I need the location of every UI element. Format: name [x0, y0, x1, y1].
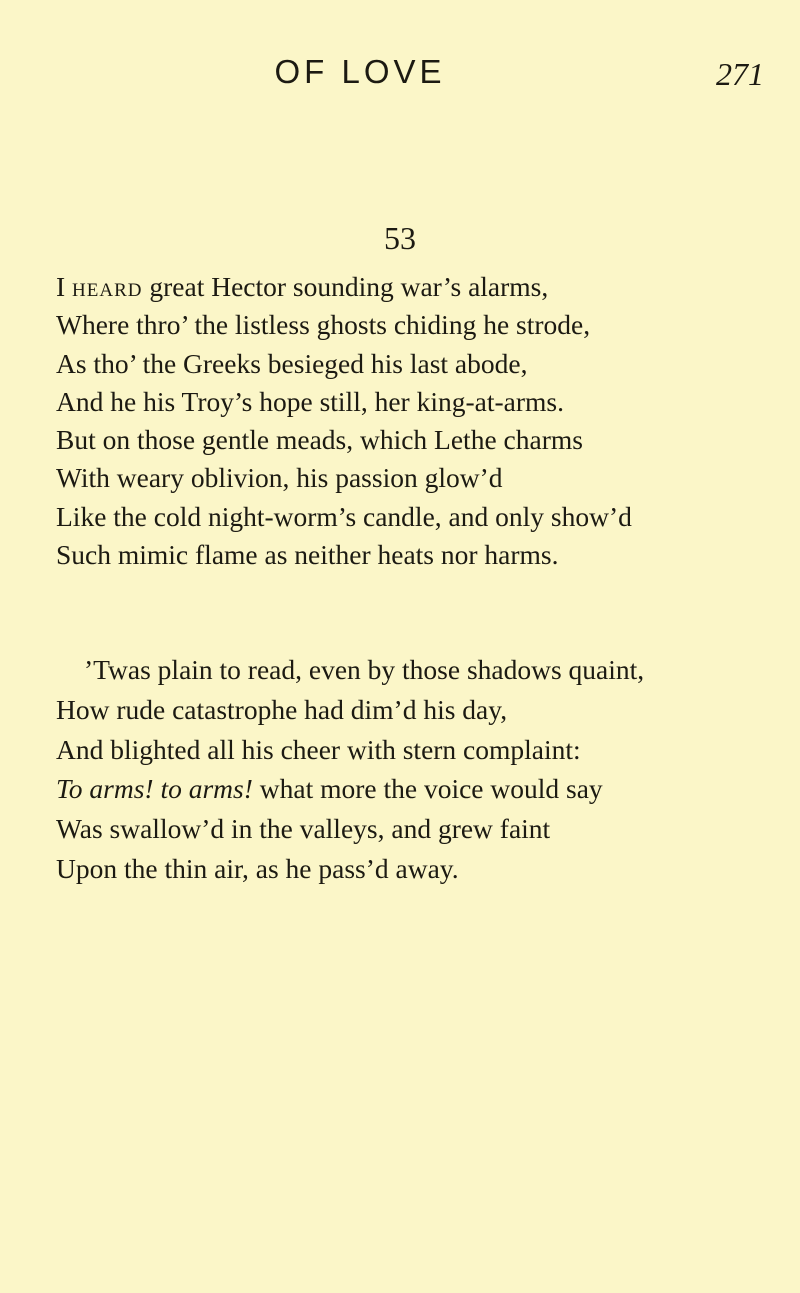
verse-line: Such mimic flame as neither heats nor harms.	[56, 539, 559, 571]
verse-line: But on those gentle meads, which Lethe charms	[56, 424, 583, 456]
stanza-1	[56, 268, 800, 574]
small-caps-word: heard	[72, 271, 143, 302]
verse-line	[56, 769, 800, 809]
verse-line: Like the cold night-worm’s candle, and only show’d	[56, 500, 632, 532]
poem-number: 53	[384, 220, 416, 256]
verse-line: And he his Troy’s hope still, her king-at-arms.	[56, 385, 564, 417]
verse-line: Was swallow’d in the valleys, and grew faint	[56, 813, 551, 845]
stanza-2	[56, 650, 800, 889]
verse-line: Where thro’ the listless ghosts chiding he strode,	[56, 309, 591, 341]
verse-line: As tho’ the Greeks besieged his last abode,	[56, 347, 528, 379]
running-title: OF LOVE	[274, 53, 446, 90]
verse-line: With weary oblivion, his passion glow’d	[56, 462, 503, 494]
line-text: what more the voice would say	[252, 773, 603, 805]
verse-line: And blighted all his cheer with stern complaint:	[56, 733, 581, 765]
running-head	[0, 52, 800, 92]
verse-line	[56, 268, 800, 306]
verse-line: ’Twas plain to read, even by those shadows quaint,	[84, 654, 645, 685]
initial-word: I	[56, 271, 66, 302]
verse-line: How rude catastrophe had dim’d his day,	[56, 693, 508, 725]
verse-line: Upon the thin air, as he pass’d away.	[56, 852, 459, 884]
line-text: great Hector sounding war’s alarms,	[142, 271, 549, 302]
italic-phrase: To arms! to arms!	[56, 773, 253, 805]
page-number: 271	[716, 56, 764, 92]
